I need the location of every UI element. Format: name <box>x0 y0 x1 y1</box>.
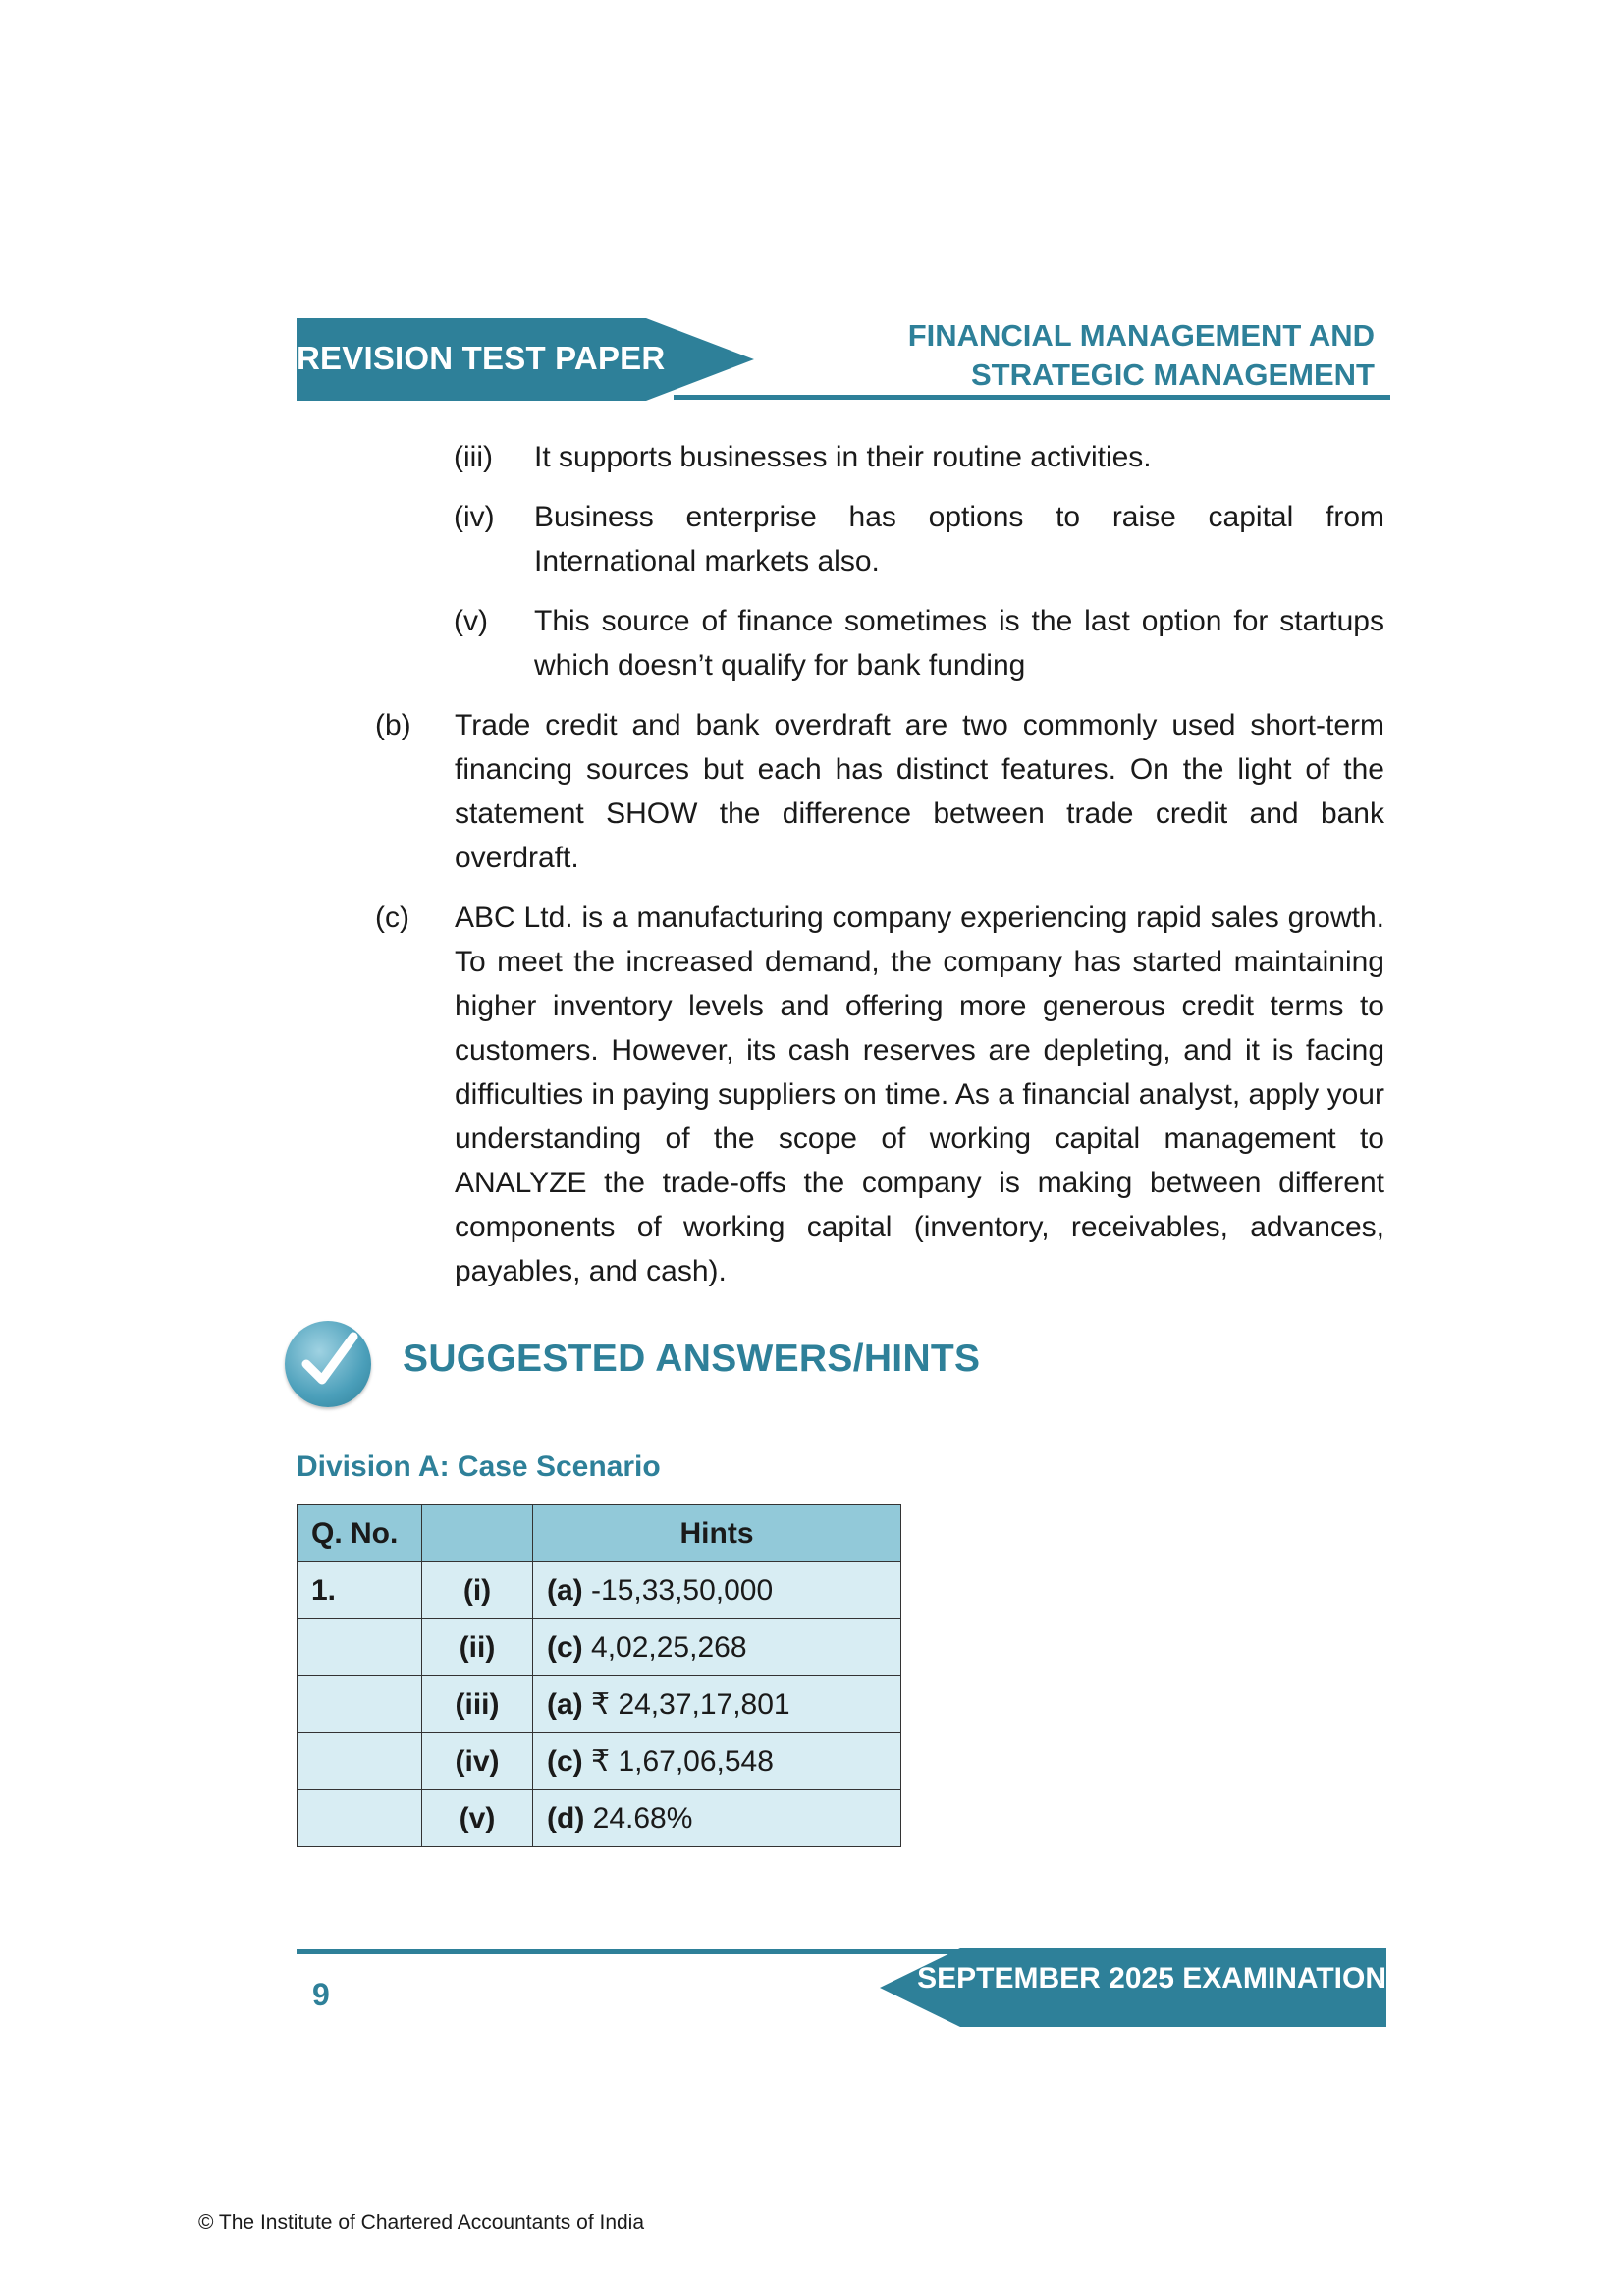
list-item-text: Business enterprise has options to raise capital from International markets also. <box>534 501 1384 577</box>
list-item-label: (v) <box>454 605 488 637</box>
footer-exam-label: SEPTEMBER 2025 EXAMINATION <box>917 1962 1386 1995</box>
header-sub <box>422 1505 533 1562</box>
question-label: (b) <box>375 709 411 741</box>
list-item-label: (iii) <box>454 441 493 473</box>
cell-sub: (iii) <box>422 1676 533 1733</box>
table-row <box>298 1676 901 1733</box>
cell-hint <box>533 1676 901 1733</box>
header-subject-line1: FINANCIAL MANAGEMENT AND <box>907 318 1375 353</box>
table-header-row <box>298 1505 901 1562</box>
list-item-label: (iv) <box>454 501 495 533</box>
header-banner-label: REVISION TEST PAPER <box>297 340 666 376</box>
header-subject <box>908 316 1375 395</box>
table-row <box>298 1733 901 1790</box>
cell-qno <box>298 1733 422 1790</box>
cell-qno <box>298 1790 422 1847</box>
cell-sub: (v) <box>422 1790 533 1847</box>
cell-sub: (iv) <box>422 1733 533 1790</box>
page-number: 9 <box>312 1977 330 2012</box>
check-circle-icon <box>285 1321 371 1407</box>
list-item-text: It supports businesses in their routine activities. <box>534 441 1152 473</box>
table-row <box>298 1562 901 1619</box>
hint-value: 4,02,25,268 <box>591 1630 747 1664</box>
hint-option: (a) <box>547 1688 583 1721</box>
question-text: Trade credit and bank overdraft are two commonly used short-term financing sources but each has distinct features. On the light of the statement SHOW the difference between trade credit and bank overdraft. <box>455 709 1384 874</box>
cell-qno <box>298 1619 422 1676</box>
hint-option: (c) <box>547 1630 583 1664</box>
header-hints: Hints <box>533 1505 901 1562</box>
hint-value: ₹ 24,37,17,801 <box>591 1688 790 1721</box>
question-label: (c) <box>375 902 409 934</box>
hint-value: -15,33,50,000 <box>591 1573 774 1607</box>
suggested-answers-title: SUGGESTED ANSWERS/HINTS <box>403 1338 981 1380</box>
table-row <box>298 1790 901 1847</box>
cell-hint <box>533 1619 901 1676</box>
cell-hint <box>533 1562 901 1619</box>
division-title: Division A: Case Scenario <box>297 1450 661 1483</box>
header-rule <box>674 395 1390 400</box>
hint-option: (c) <box>547 1745 583 1777</box>
hint-option: (d) <box>547 1801 585 1834</box>
cell-sub: (ii) <box>422 1619 533 1676</box>
header-qno: Q. No. <box>298 1505 422 1562</box>
hint-value: 24.68% <box>592 1801 693 1834</box>
cell-qno: 1. <box>298 1562 422 1619</box>
list-item-text: This source of finance sometimes is the last option for startups which doesn’t qualify for bank funding <box>534 605 1384 682</box>
table-row <box>298 1619 901 1676</box>
hint-value: ₹ 1,67,06,548 <box>591 1745 774 1777</box>
cell-hint <box>533 1733 901 1790</box>
cell-sub: (i) <box>422 1562 533 1619</box>
copyright-notice: © The Institute of Chartered Accountants of India <box>198 2212 645 2234</box>
cell-hint <box>533 1790 901 1847</box>
cell-qno <box>298 1676 422 1733</box>
question-text: ABC Ltd. is a manufacturing company experiencing rapid sales growth. To meet the increased demand, the company has started maintaining higher inventory levels and offering more generous credit terms to customers. However, its cash reserves are depleting, and it is facing difficulties in paying suppliers on time. As a financial analyst, apply your understanding of the scope of working capital management to ANALYZE the trade-offs the company is making between different components of working capital (inventory, receivables, advances, payables, and cash). <box>455 902 1384 1287</box>
header-subject-line2: STRATEGIC MANAGEMENT <box>970 357 1375 392</box>
hints-table <box>297 1504 901 1847</box>
hint-option: (a) <box>547 1573 583 1607</box>
